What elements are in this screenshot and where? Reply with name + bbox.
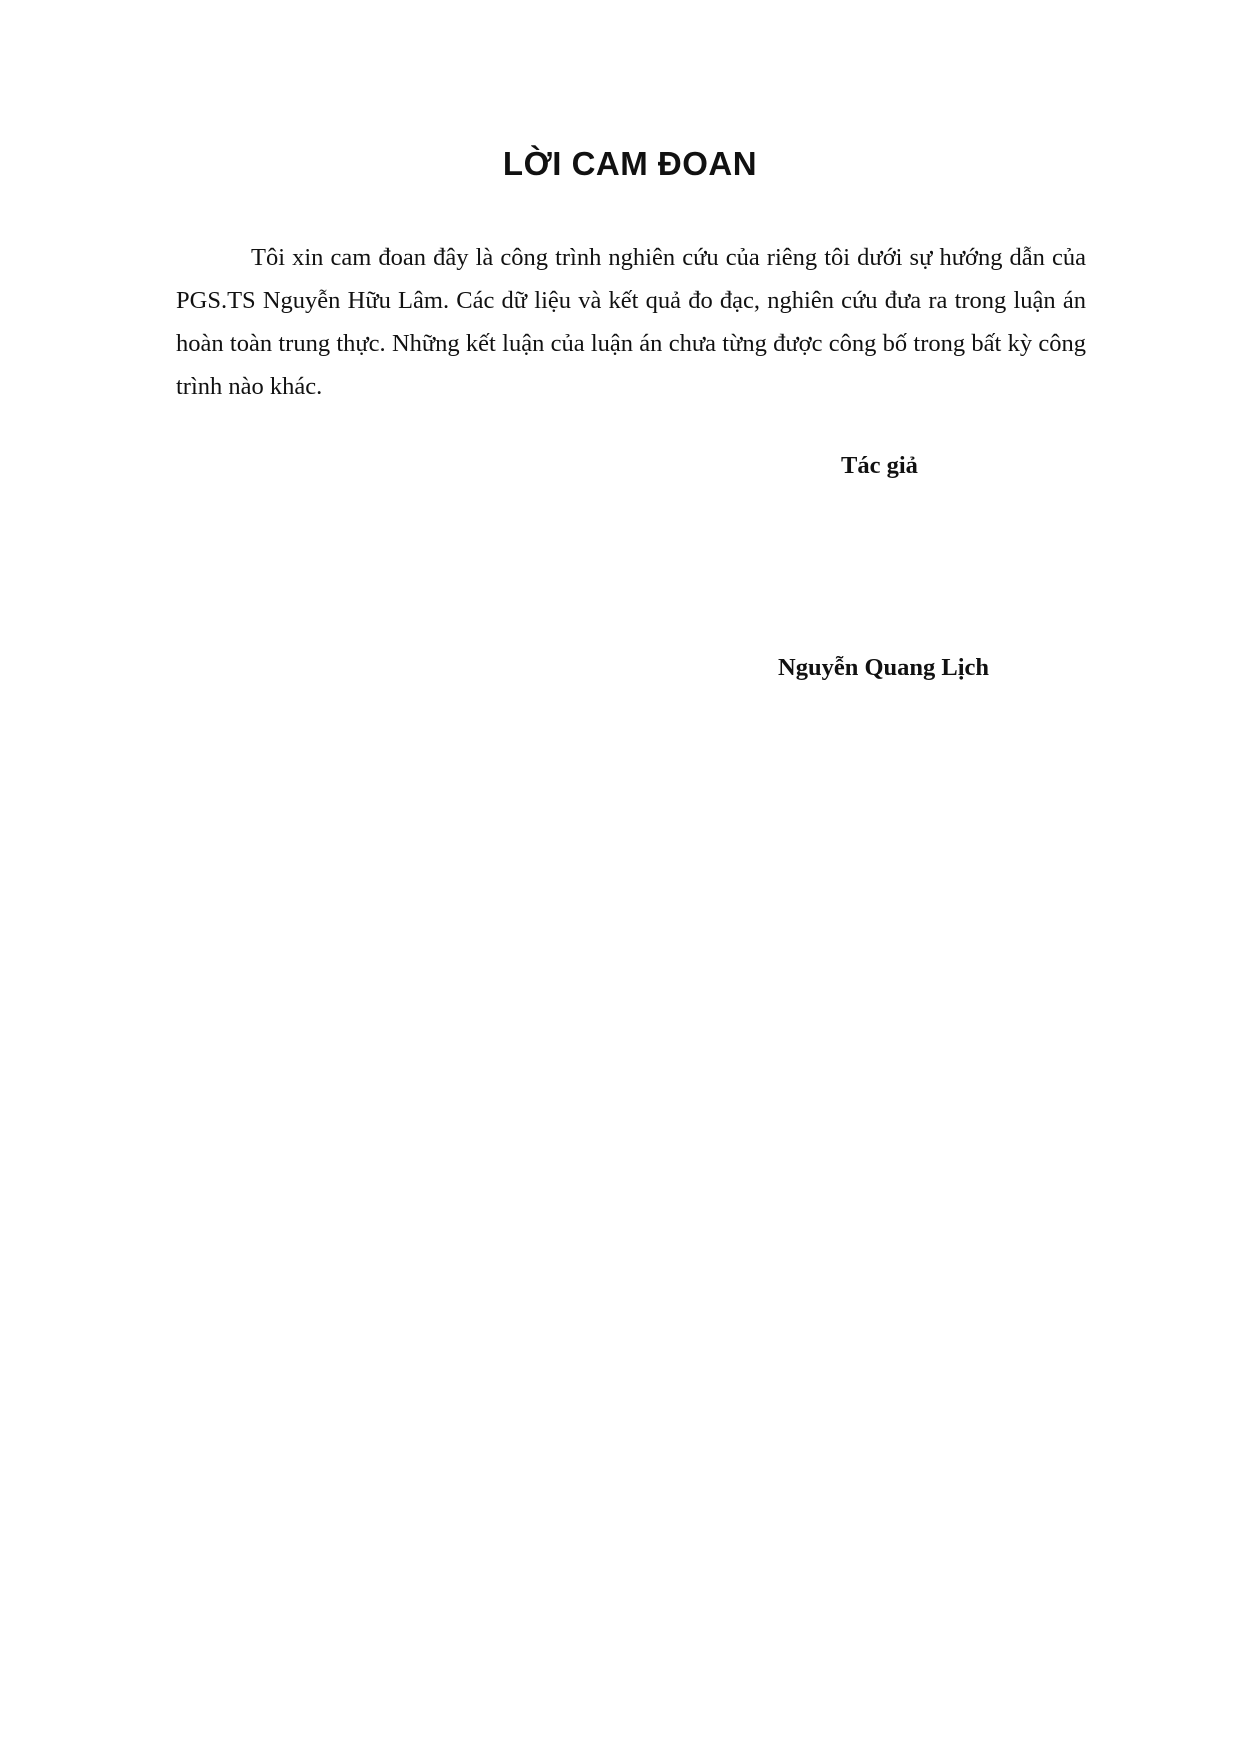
declaration-paragraph: Tôi xin cam đoan đây là công trình nghiên cứu của riêng tôi dưới sự hướng dẫn của PGS.TS Nguyễn Hữu Lâm. Các dữ liệu và kết quả đo đạc, nghiên cứu đưa ra trong luận án hoàn toàn trung thực. Những kết luận của luận án chưa từng được công bố trong bất kỳ công trình nào khác.: [176, 244, 1086, 400]
page-title: LỜI CAM ĐOAN: [502, 145, 758, 182]
author-label: Tác giả: [841, 452, 918, 479]
author-name: Nguyễn Quang Lịch: [778, 654, 990, 681]
